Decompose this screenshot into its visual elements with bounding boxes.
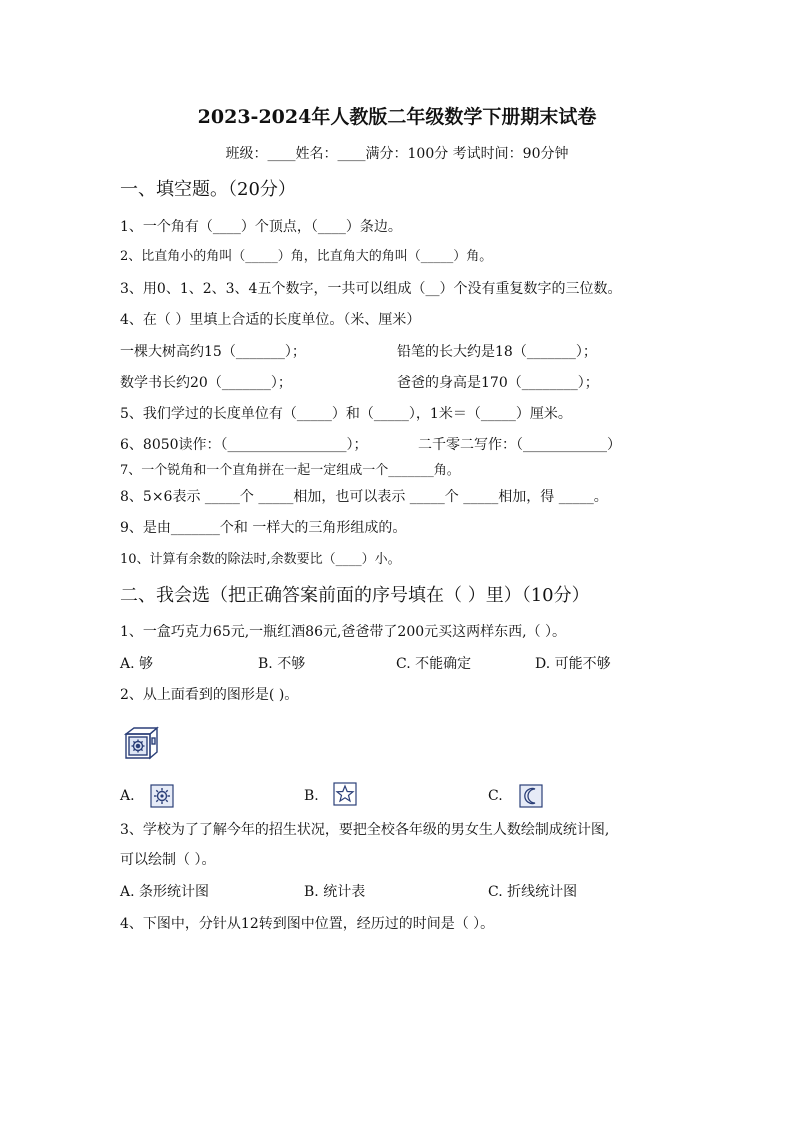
s2-question-2: 2、从上面看到的图形是( )。 [120, 687, 299, 703]
star-icon [333, 782, 357, 806]
section2-heading: 二、我会选（把正确答案前面的序号填在（ ）里）（10分） [120, 585, 590, 606]
s2-q3-option-c: C. 折线统计图 [488, 884, 578, 900]
gear-icon [150, 784, 174, 808]
s1-question-4b: 铅笔的长大约是18（_______）； [397, 344, 597, 360]
s2-q1-option-c: C. 不能确定 [396, 656, 472, 672]
s2-q3-option-a: A. 条形统计图 [120, 884, 210, 900]
s1-question-1: 1、一个角有（____）个顶点，（____）条边。 [120, 219, 402, 235]
s1-question-4: 4、在（ ）里填上合适的长度单位。（米、厘米） [120, 312, 421, 328]
section1-heading: 一、填空题。（20分） [120, 179, 296, 200]
s1-question-8: 8、5×6表示 _____个 _____相加，也可以表示 _____个 _____相加，得 _____。 [120, 489, 608, 505]
s1-question-3: 3、用0、1、2、3、4五个数字，一共可以组成（__）个没有重复数字的三位数。 [120, 281, 622, 297]
page-title: 2023-2024年人教版二年级数学下册期末试卷 [197, 106, 597, 128]
s2-q1-option-a: A. 够 [120, 656, 154, 672]
s2-q1-option-b: B. 不够 [258, 656, 306, 672]
s2-question-3-line2: 可以绘制（ ）。 [120, 852, 216, 868]
s1-question-5: 5、我们学过的长度单位有（_____）和（_____），1米＝（_____）厘米。 [120, 406, 572, 422]
s1-question-4a: 一棵大树高约15（_______）； [120, 344, 306, 360]
s2-q2-option-b-label: B. [304, 788, 319, 804]
exam-info: 班级：____姓名：____满分：100分 考试时间：90分钟 [225, 146, 569, 162]
s2-q2-option-a-label: A. [120, 788, 135, 804]
s2-q1-option-d: D. 可能不够 [535, 656, 611, 672]
s1-question-6b: 二千零二写作：（____________） [418, 437, 621, 453]
s2-question-4: 4、下图中，分针从12转到图中位置，经历过的时间是（ ）。 [120, 916, 495, 932]
s2-q3-option-b: B. 统计表 [304, 884, 366, 900]
s2-q2-option-c-label: C. [488, 788, 503, 804]
s1-question-4d: 爸爸的身高是170（________）； [397, 375, 599, 391]
gear-cube-icon [124, 726, 160, 762]
s2-question-1: 1、一盒巧克力65元,一瓶红酒86元,爸爸带了200元买这两样东西,（ ）。 [120, 624, 567, 640]
s1-question-9: 9、是由_______个和 一样大的三角形组成的。 [120, 520, 407, 536]
s1-question-7: 7、一个锐角和一个直角拼在一起一定组成一个_______角。 [120, 463, 460, 478]
crescent-moon-icon [519, 784, 543, 808]
s1-question-2: 2、比直角小的角叫（_____）角，比直角大的角叫（_____）角。 [120, 249, 493, 264]
s1-question-6a: 6、8050读作：（_________________）； [120, 437, 368, 453]
s1-question-10: 10、计算有余数的除法时,余数要比（____）小。 [120, 552, 401, 567]
s2-question-3-line1: 3、学校为了了解今年的招生状况，要把全校各年级的男女生人数绘制成统计图, [120, 822, 610, 838]
s1-question-4c: 数学书长约20（_______）； [120, 375, 292, 391]
